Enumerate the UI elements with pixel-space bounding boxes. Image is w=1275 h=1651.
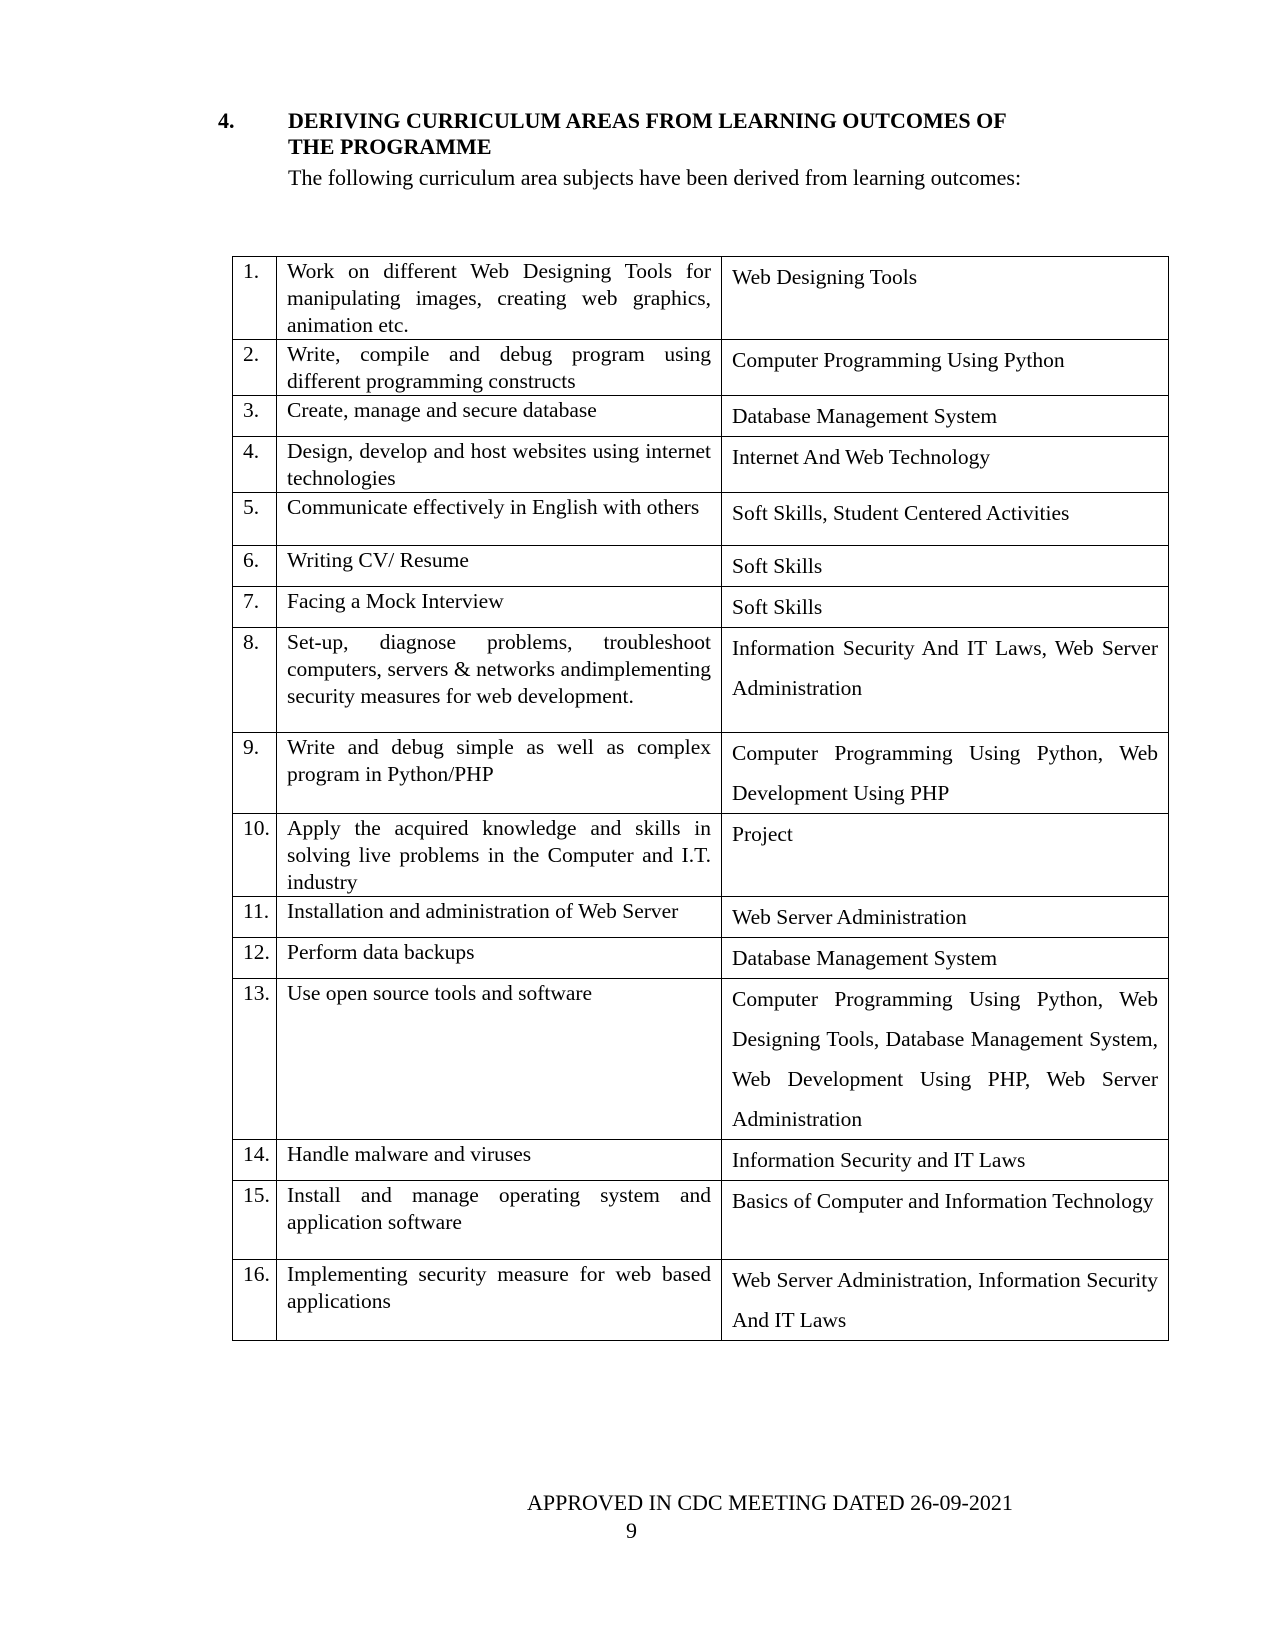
learning-outcome: Perform data backups [277,938,722,979]
learning-outcome: Design, develop and host websites using internet technologies [277,437,722,493]
curriculum-subject: Soft Skills [722,546,1169,587]
row-number: 4. [233,437,277,493]
table-row [233,340,1169,396]
section-title: DERIVING CURRICULUM AREAS FROM LEARNING OUTCOMES OF THE PROGRAMME [288,108,1006,159]
table-row [233,257,1169,340]
learning-outcome: Installation and administration of Web Server [277,897,722,938]
table-row [233,437,1169,493]
curriculum-table-body [233,257,1169,1341]
curriculum-subject: Information Security and IT Laws [722,1140,1169,1181]
section-intro: The following curriculum area subjects have been derived from learning outcomes: [288,165,1022,190]
row-number: 6. [233,546,277,587]
row-number: 3. [233,396,277,437]
row-number: 9. [233,733,277,814]
learning-outcome: Handle malware and viruses [277,1140,722,1181]
table-row [233,628,1169,733]
row-number: 15. [233,1181,277,1260]
table-row [233,938,1169,979]
table-row [233,546,1169,587]
curriculum-subject: Computer Programming Using Python, Web Designing Tools, Database Management System, Web Development Using PHP, Web Server Administration [722,979,1169,1140]
learning-outcome: Write, compile and debug program using different programming constructs [277,340,722,396]
table-row [233,1260,1169,1341]
table-row [233,396,1169,437]
curriculum-subject: Computer Programming Using Python [722,340,1169,396]
table-row [233,493,1169,546]
table-row [233,814,1169,897]
section-number: 4. [218,108,235,133]
row-number: 5. [233,493,277,546]
learning-outcome: Writing CV/ Resume [277,546,722,587]
row-number: 11. [233,897,277,938]
row-number: 10. [233,814,277,897]
learning-outcome: Create, manage and secure database [277,396,722,437]
table-row [233,1140,1169,1181]
table-row [233,897,1169,938]
learning-outcome: Apply the acquired knowledge and skills in solving live problems in the Computer and I.T. industry [277,814,722,897]
learning-outcome: Implementing security measure for web based applications [277,1260,722,1341]
curriculum-subject: Soft Skills, Student Centered Activities [722,493,1169,546]
curriculum-subject: Web Server Administration, Information Security And IT Laws [722,1260,1169,1341]
curriculum-subject: Web Designing Tools [722,257,1169,340]
curriculum-subject: Soft Skills [722,587,1169,628]
curriculum-subject: Database Management System [722,938,1169,979]
row-number: 8. [233,628,277,733]
row-number: 7. [233,587,277,628]
curriculum-subject: Computer Programming Using Python, Web Development Using PHP [722,733,1169,814]
learning-outcome: Use open source tools and software [277,979,722,1140]
row-number: 2. [233,340,277,396]
learning-outcome: Set-up, diagnose problems, troubleshoot computers, servers & networks andimplementing security measures for web development. [277,628,722,733]
table-row [233,979,1169,1140]
learning-outcome: Write and debug simple as well as complex program in Python/PHP [277,733,722,814]
learning-outcome: Work on different Web Designing Tools for manipulating images, creating web graphics, animation etc. [277,257,722,340]
learning-outcome: Facing a Mock Interview [277,587,722,628]
table-row [233,733,1169,814]
row-number: 12. [233,938,277,979]
curriculum-table [232,256,1169,1341]
row-number: 13. [233,979,277,1140]
table-row [233,1181,1169,1260]
curriculum-subject: Project [722,814,1169,897]
row-number: 16. [233,1260,277,1341]
row-number: 14. [233,1140,277,1181]
table-row [233,587,1169,628]
curriculum-subject: Internet And Web Technology [722,437,1169,493]
curriculum-subject: Basics of Computer and Information Technology [722,1181,1169,1260]
curriculum-subject: Information Security And IT Laws, Web Server Administration [722,628,1169,733]
approval-footer: APPROVED IN CDC MEETING DATED 26-09-2021 [527,1490,1013,1515]
page-number: 9 [626,1518,637,1543]
curriculum-subject: Web Server Administration [722,897,1169,938]
learning-outcome: Install and manage operating system and application software [277,1181,722,1260]
curriculum-subject: Database Management System [722,396,1169,437]
learning-outcome: Communicate effectively in English with others [277,493,722,546]
row-number: 1. [233,257,277,340]
